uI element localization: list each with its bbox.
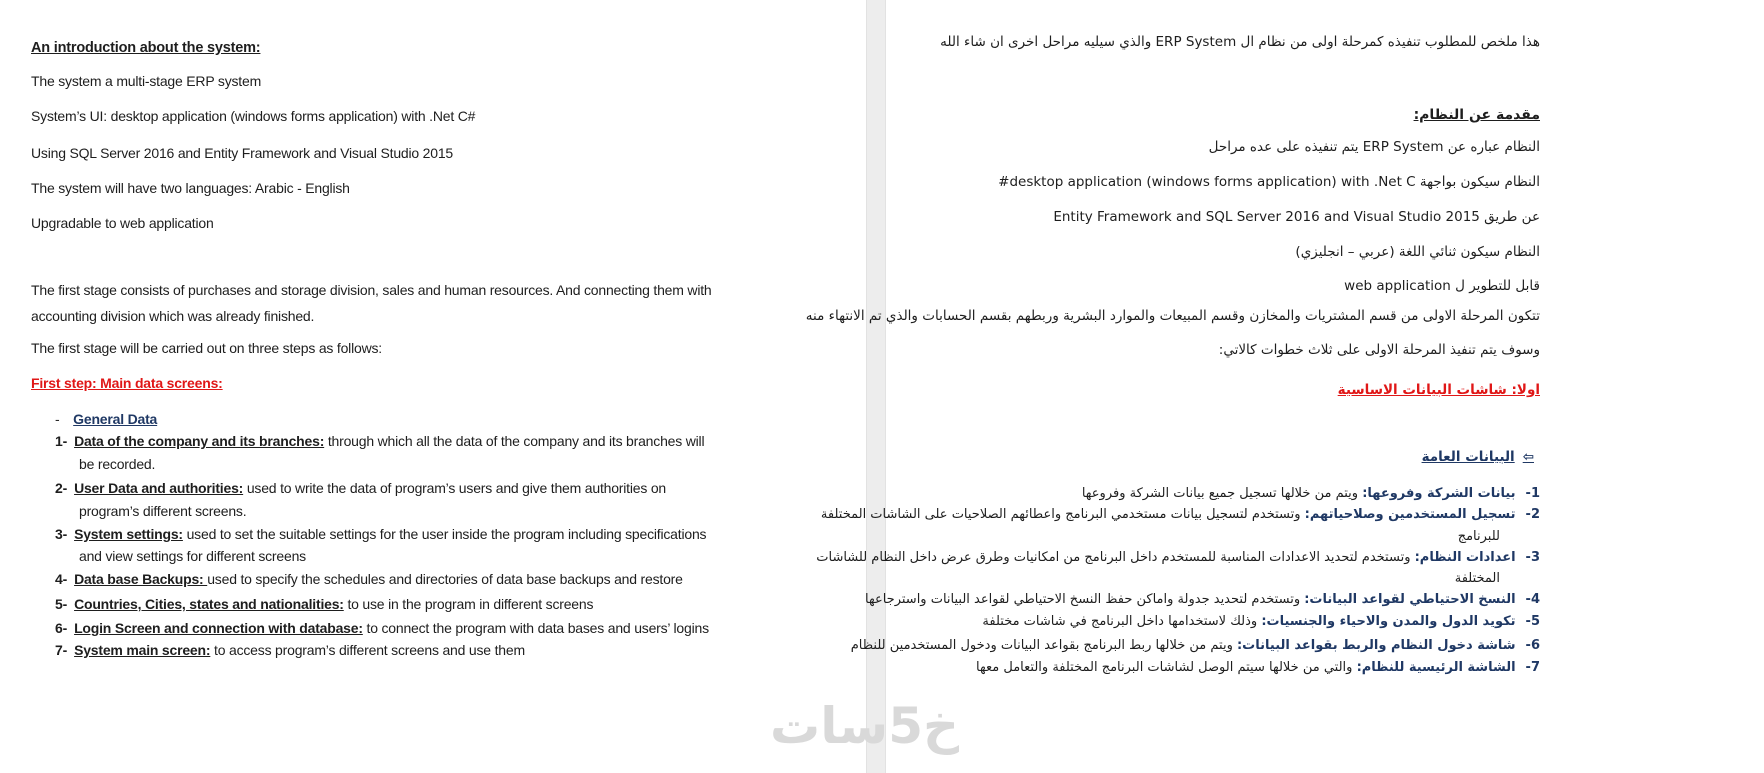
paragraph: Upgradable to web application bbox=[31, 215, 214, 231]
list-item bbox=[55, 431, 704, 451]
list-item-title: تكويد الدول والمدن والاحياء والجنسيات: bbox=[1261, 614, 1516, 629]
list-item bbox=[55, 640, 525, 660]
list-number: 2- bbox=[55, 480, 68, 496]
list-item bbox=[55, 524, 706, 544]
list-item-desc: وتستخدم لتسجيل بيانات مستخدمي البرنامج واعطائهم الصلاحيات على الشاشات المختلفة bbox=[820, 507, 1305, 522]
general-data-label: البيانات العامة bbox=[1421, 449, 1515, 465]
paragraph: عن طريق Entity Framework and SQL Server 2016 and Visual Studio 2015 bbox=[1053, 209, 1540, 225]
paragraph: وسوف يتم تنفيذ المرحلة الاولى على ثلاث خطوات كالاتي: bbox=[1218, 342, 1540, 358]
paragraph: قابل للتطوير ل web application bbox=[1344, 278, 1540, 294]
list-item-desc: ويتم من خلالها ربط البرنامج بقواعد البيانات ودخول المستخدمين للنظام bbox=[850, 638, 1237, 653]
list-item-title: User Data and authorities: bbox=[74, 480, 244, 496]
paragraph-line: The first stage consists of purchases and storage division, sales and human resources. And connecting them with bbox=[31, 282, 712, 298]
khamsat-watermark: خ5سات bbox=[770, 697, 960, 755]
list-item-desc: ويتم من خلالها تسجيل جميع بيانات الشركة وفروعها bbox=[1081, 486, 1363, 501]
list-item-desc: وتستخدم لتحديد جدولة واماكن حفظ النسخ الاحتياطي لقواعد البيانات واسترجاعها bbox=[865, 592, 1305, 607]
list-item-desc: to use in the program in different screens bbox=[343, 596, 594, 612]
list-item bbox=[851, 636, 1540, 655]
section-heading: مقدمة عن النظام: bbox=[1413, 107, 1540, 123]
paragraph: The system a multi-stage ERP system bbox=[31, 73, 262, 89]
list-item-continuation: المختلفة bbox=[1454, 571, 1500, 586]
left-page-content bbox=[31, 0, 811, 773]
list-item bbox=[865, 590, 1540, 609]
list-item bbox=[1082, 484, 1540, 503]
list-item-desc: to access program’s different screens and use them bbox=[210, 642, 525, 658]
list-item-title: بيانات الشركة وفروعها: bbox=[1362, 486, 1516, 501]
list-item-desc: used to set the suitable settings for the user inside the program including specifications bbox=[182, 526, 707, 542]
list-item bbox=[976, 658, 1540, 677]
intro-heading: An introduction about the system: bbox=[31, 40, 261, 56]
list-item-title: Login Screen and connection with database: bbox=[74, 620, 363, 636]
paragraph: النظام سيكون بواجهة desktop application (windows forms application) with .Net C# bbox=[998, 174, 1540, 190]
left-arrow-bullet-icon: ⇦ bbox=[1522, 449, 1534, 465]
list-item-desc: used to write the data of program’s users and give them authorities on bbox=[243, 480, 667, 496]
list-number: -6 bbox=[1525, 638, 1540, 653]
list-item-title: الشاشة الرئيسية للنظام: bbox=[1356, 660, 1516, 675]
list-number: -7 bbox=[1525, 660, 1540, 675]
paragraph: The first stage will be carried out on three steps as follows: bbox=[31, 340, 382, 356]
list-item bbox=[821, 505, 1540, 524]
first-step-heading: اولا: شاشات البيانات الاساسية bbox=[1337, 382, 1540, 398]
list-item bbox=[55, 569, 683, 589]
paragraph: The system will have two languages: Arabic - English bbox=[31, 180, 350, 196]
list-item-title: System settings: bbox=[74, 526, 183, 542]
list-item-title: تسجيل المستخدمين وصلاحياتهم: bbox=[1304, 507, 1516, 522]
list-item bbox=[55, 594, 593, 614]
general-data-row bbox=[1422, 448, 1534, 467]
list-item bbox=[55, 478, 666, 498]
list-item bbox=[982, 612, 1540, 631]
general-data-row bbox=[55, 409, 157, 429]
list-number: 1- bbox=[55, 433, 68, 449]
list-item-desc: والتي من خلالها سيتم الوصل لشاشات البرنامج المختلفة والتعامل معها bbox=[976, 660, 1357, 675]
paragraph: النظام سيكون ثنائي اللغة (عربي – انجليزي) bbox=[1295, 244, 1540, 260]
paragraph-line: accounting division which was already finished. bbox=[31, 308, 315, 324]
list-number: 5- bbox=[55, 596, 68, 612]
list-number: -4 bbox=[1525, 592, 1540, 607]
list-number: -5 bbox=[1525, 614, 1540, 629]
list-number: -1 bbox=[1525, 486, 1540, 501]
list-item-desc: وذلك لاستخدامها داخل البرنامج في شاشات مختلفة bbox=[982, 614, 1262, 629]
first-step-heading: First step: Main data screens: bbox=[31, 375, 223, 391]
list-item-continuation: للبرنامج bbox=[1457, 529, 1500, 544]
list-item-desc: وتستخدم لتحديد الاعدادات المناسبة للمستخدم داخل البرنامج من امكانيات وطرق عرض داخل النظام للشاشات bbox=[816, 550, 1415, 565]
list-item-title: اعدادات النظام: bbox=[1414, 550, 1516, 565]
list-item-continuation: be recorded. bbox=[79, 456, 156, 472]
list-item bbox=[816, 548, 1540, 567]
paragraph: System’s UI: desktop application (windows forms application) with .Net C# bbox=[31, 108, 476, 124]
list-item-title: Data base Backups: bbox=[74, 571, 208, 587]
list-number: 3- bbox=[55, 526, 68, 542]
list-number: 4- bbox=[55, 571, 68, 587]
list-item-title: System main screen: bbox=[74, 642, 211, 658]
list-item-desc: used to specify the schedules and directories of data base backups and restore bbox=[207, 571, 683, 587]
list-number: 6- bbox=[55, 620, 68, 636]
list-item bbox=[55, 618, 709, 638]
list-item-title: شاشة دخول النظام والربط بقواعد البيانات: bbox=[1236, 638, 1516, 653]
list-item-continuation: and view settings for different screens bbox=[79, 548, 306, 564]
list-item-desc: through which all the data of the company and its branches will bbox=[324, 433, 705, 449]
paragraph: Using SQL Server 2016 and Entity Framework and Visual Studio 2015 bbox=[31, 145, 454, 161]
list-item-continuation: program’s different screens. bbox=[79, 503, 247, 519]
list-item-title: Data of the company and its branches: bbox=[74, 433, 325, 449]
list-item-title: Countries, Cities, states and nationalities: bbox=[74, 596, 344, 612]
intro-line: هذا ملخص للمطلوب تنفيذه كمرحلة اولى من نظام ال ERP System والذي سيليه مراحل اخرى ان شاء الله bbox=[940, 34, 1540, 50]
paragraph: تتكون المرحلة الاولى من قسم المشتريات والمخازن وقسم المبيعات والموارد البشرية وربطهم بقسم الحسابات والذي تم الانتهاء منه bbox=[805, 308, 1540, 324]
list-number: -2 bbox=[1525, 507, 1540, 522]
list-item-title: النسخ الاحتياطي لقواعد البيانات: bbox=[1304, 592, 1516, 607]
general-data-label: General Data bbox=[73, 411, 158, 427]
list-item-desc: to connect the program with data bases and users’ logins bbox=[362, 620, 709, 636]
list-number: -3 bbox=[1525, 550, 1540, 565]
paragraph: النظام عباره عن ERP System يتم تنفيذه على عده مراحل bbox=[1208, 139, 1540, 155]
list-number: 7- bbox=[55, 642, 68, 658]
dash-bullet-icon: - bbox=[55, 411, 60, 427]
